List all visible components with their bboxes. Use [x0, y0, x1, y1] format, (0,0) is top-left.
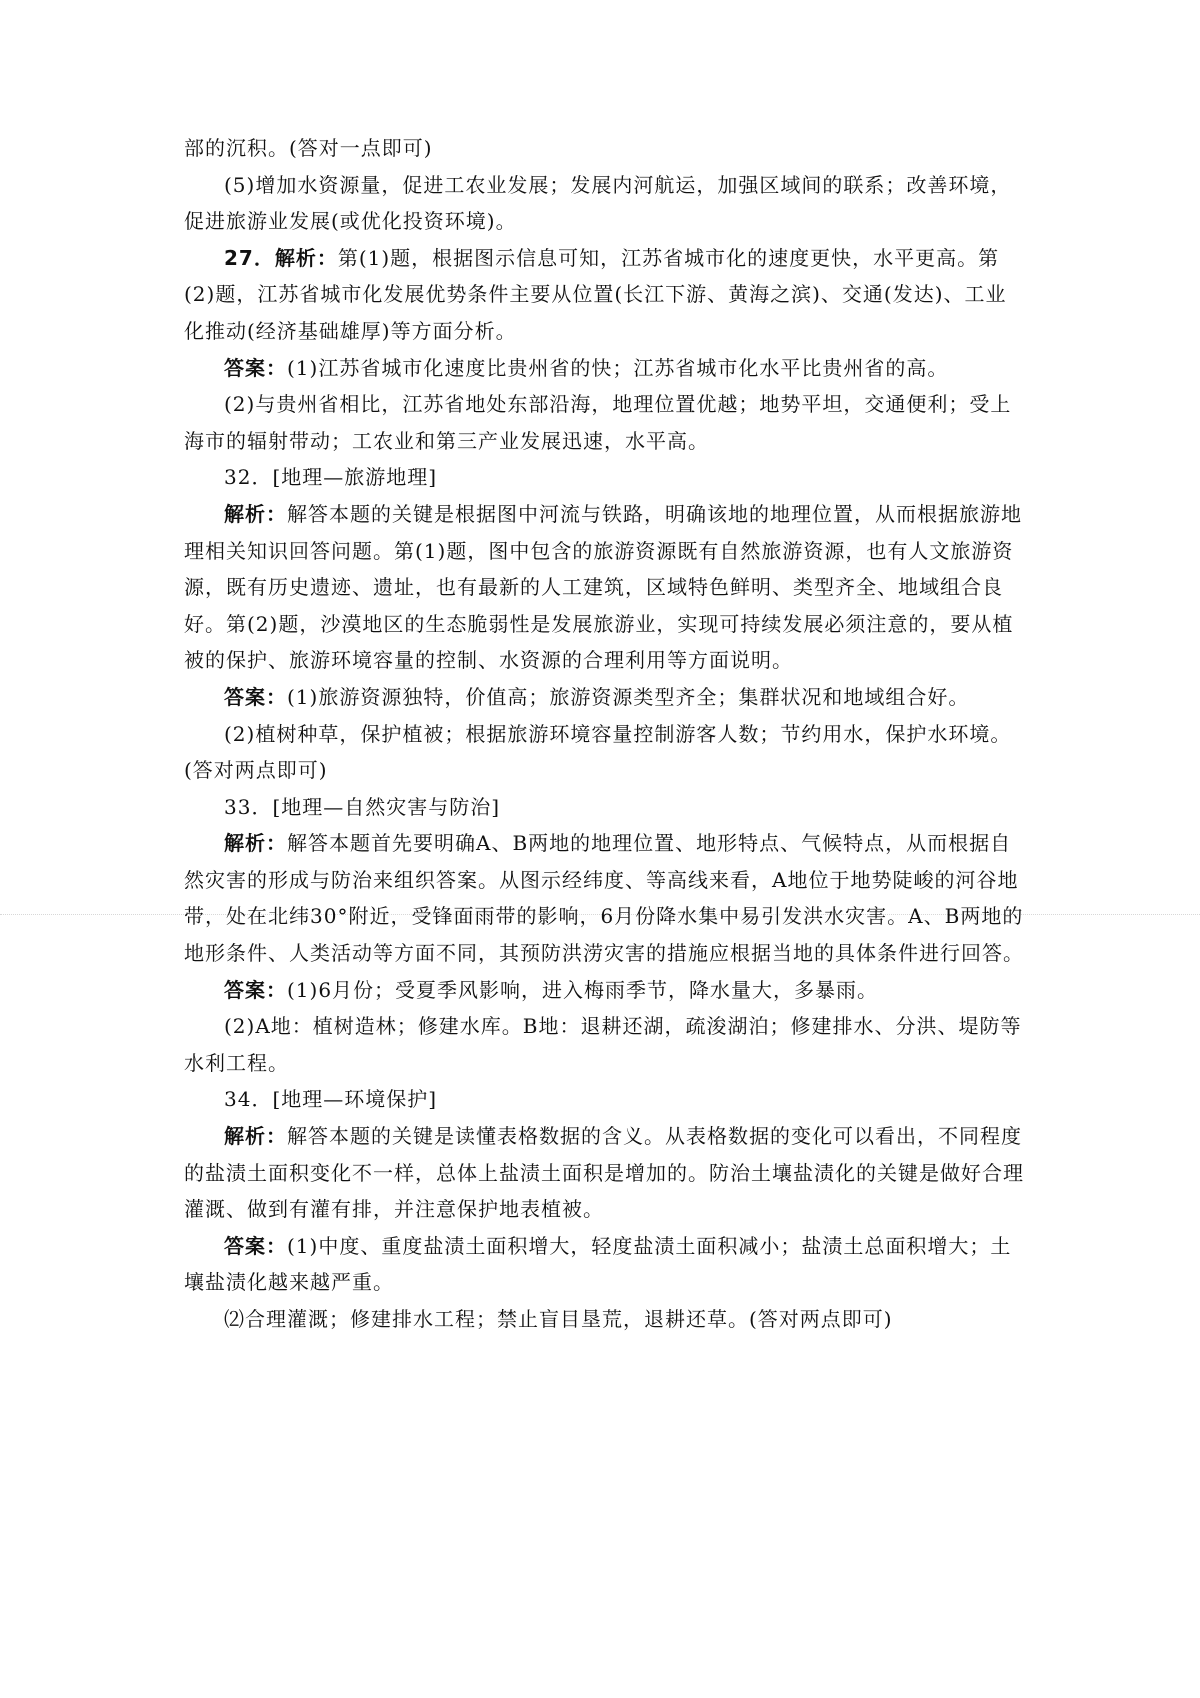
q32-answer-1: [184, 679, 1024, 716]
q27-answer-2: [184, 386, 1024, 459]
q33-analysis: [184, 825, 1024, 971]
q34-analysis-label: 解析：: [224, 1124, 287, 1149]
q33-heading: 33．[地理—自然灾害与防治]: [224, 794, 501, 819]
q33-analysis-text: 解答本题首先要明确A、B两地的地理位置、地形特点、气候特点，从而根据自然灾害的形成与防治来组织答案。从图示经纬度、等高线来看，A地位于地势陡峻的河谷地带，处在北纬30°附近，受锋面雨带的影响，6月份降水集中易引发洪水灾害。A、B两地的地形条件、人类活动等方面不同，其预防洪涝灾害的措施应根据当地的具体条件进行回答。: [184, 831, 1024, 966]
q32-analysis-text: 解答本题的关键是根据图中河流与铁路，明确该地的地理位置，从而根据旅游地理相关知识回答问题。第(1)题，图中包含的旅游资源既有自然旅游资源，也有人文旅游资源，既有历史遗迹、遗址，也有最新的人工建筑，区域特色鲜明、类型齐全、地域组合良好。第(2)题，沙漠地区的生态脆弱性是发展旅游业，实现可持续发展必须注意的，要从植被的保护、旅游环境容量的控制、水资源的合理利用等方面说明。: [184, 501, 1022, 673]
q34-answer-label: 答案：: [224, 1233, 287, 1258]
q32-answer-1-text: (1)旅游资源独特，价值高；旅游资源类型齐全；集群状况和地域组合好。: [287, 684, 970, 709]
answer-item-5-text: (5)增加水资源量，促进工农业发展；发展内河航运，加强区域间的联系；改善环境，促进旅游业发展(或优化投资环境)。: [184, 172, 1012, 234]
q34-heading: 34．[地理—环境保护]: [224, 1087, 438, 1112]
q32-answer-2-text: (2)植树种草，保护植被；根据旅游环境容量控制游客人数；节约用水，保护水环境。(答对两点即可): [184, 721, 1012, 783]
continuation-line: [184, 130, 1024, 167]
q27-answer-1: [184, 350, 1024, 387]
q33-answer-2-text: (2)A地：植树造林；修建水库。B地：退耕还湖，疏浚湖泊；修建排水、分洪、堤防等水利工程。: [184, 1014, 1022, 1075]
q33-answer-2: [184, 1008, 1024, 1081]
q27-answer-label: 答案：: [224, 355, 287, 380]
q34-answer-2-text: ⑵合理灌溉；修建排水工程；禁止盲目垦荒，退耕还草。(答对两点即可): [224, 1307, 893, 1331]
answer-item-5: [184, 167, 1024, 240]
q34-answer-1: [184, 1228, 1024, 1301]
q27-answer-1-text: (1)江苏省城市化速度比贵州省的快；江苏省城市化水平比贵州省的高。: [287, 355, 949, 380]
q33-answer-1: [184, 972, 1024, 1009]
q33-analysis-label: 解析：: [224, 831, 287, 856]
q34-answer-1-text: (1)中度、重度盐渍土面积增大，轻度盐渍土面积减小；盐渍土总面积增大；土壤盐渍化越来越严重。: [184, 1233, 1012, 1295]
q32-answer-2: [184, 716, 1024, 789]
q27-analysis: [184, 240, 1024, 350]
q32-heading: 32．[地理—旅游地理]: [224, 465, 438, 490]
q32-answer-label: 答案：: [224, 684, 287, 709]
q34-analysis-text: 解答本题的关键是读懂表格数据的含义。从表格数据的变化可以看出，不同程度的盐渍土面积变化不一样，总体上盐渍土面积是增加的。防治土壤盐渍化的关键是做好合理灌溉、做到有灌有排，并注意保护地表植被。: [184, 1124, 1024, 1222]
q34-answer-2: [184, 1301, 1024, 1338]
q27-label: 27．解析：: [224, 245, 338, 270]
document-body: [184, 130, 1024, 1338]
q32-analysis-label: 解析：: [224, 501, 287, 526]
q33-answer-label: 答案：: [224, 977, 287, 1002]
q27-answer-2-text: (2)与贵州省相比，江苏省地处东部沿海，地理位置优越；地势平坦，交通便利；受上海市的辐射带动；工农业和第三产业发展迅速，水平高。: [184, 392, 1012, 453]
q27-analysis-text: 第(1)题，根据图示信息可知，江苏省城市化的速度更快，水平更高。第(2)题，江苏省城市化发展优势条件主要从位置(长江下游、黄海之滨)、交通(发达)、工业化推动(经济基础雄厚)等方面分析。: [184, 245, 1007, 343]
q34-analysis: [184, 1118, 1024, 1228]
continuation-text: 部的沉积。(答对一点即可): [184, 136, 433, 160]
q32-analysis: [184, 496, 1024, 679]
q33-answer-1-text: (1)6月份；受夏季风影响，进入梅雨季节，降水量大，多暴雨。: [287, 977, 879, 1002]
